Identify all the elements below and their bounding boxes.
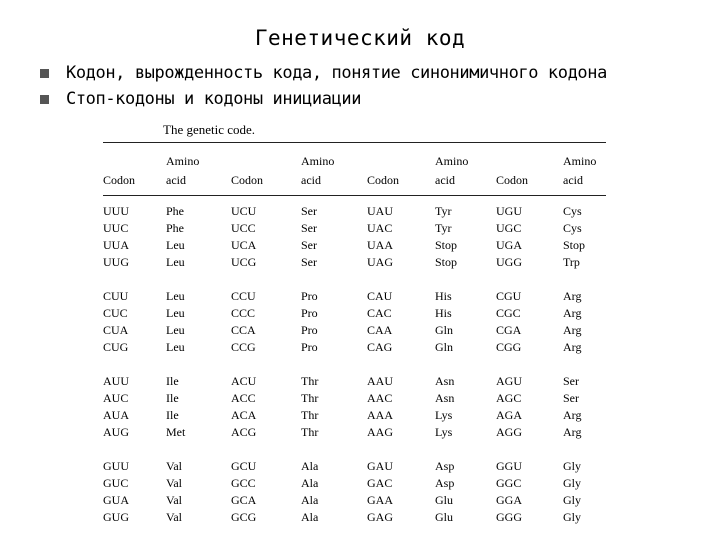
amino-acid-cell: Pro: [301, 340, 318, 354]
table-row: [103, 220, 606, 237]
amino-acid-cell: Ala: [301, 493, 319, 507]
codon-cell: CGC: [496, 306, 521, 320]
amino-acid-cell: Gly: [563, 476, 581, 490]
amino-acid-cell: Gly: [563, 459, 581, 473]
table-row: [103, 390, 606, 407]
amino-acid-cell: Gln: [435, 323, 453, 337]
codon-cell: UAU: [367, 204, 393, 218]
table-row: [103, 288, 606, 305]
table-row: [103, 407, 606, 424]
amino-acid-cell: Thr: [301, 425, 319, 439]
header-codon: Codon: [367, 173, 400, 187]
table-row: [103, 492, 606, 509]
codon-cell: GAG: [367, 510, 393, 524]
codon-cell: AUU: [103, 374, 129, 388]
amino-acid-cell: Ser: [301, 221, 317, 235]
amino-acid-cell: Ile: [166, 391, 179, 405]
codon-cell: UUG: [103, 255, 129, 269]
amino-acid-cell: Glu: [435, 493, 453, 507]
amino-acid-cell: Thr: [301, 408, 319, 422]
bullet-list: [40, 60, 607, 112]
amino-acid-cell: Leu: [166, 255, 185, 269]
header-codon: Codon: [231, 173, 264, 187]
codon-cell: GAC: [367, 476, 393, 490]
codon-cell: ACC: [231, 391, 256, 405]
codon-cell: UGC: [496, 221, 522, 235]
genetic-code-table: [103, 142, 606, 537]
codon-cell: GCG: [231, 510, 257, 524]
amino-acid-cell: Leu: [166, 323, 185, 337]
codon-cell: CGG: [496, 340, 522, 354]
codon-cell: CCC: [231, 306, 256, 320]
codon-cell: CCG: [231, 340, 256, 354]
codon-cell: GGA: [496, 493, 522, 507]
amino-acid-cell: Leu: [166, 238, 185, 252]
amino-acid-cell: Asp: [435, 476, 455, 490]
amino-acid-cell: Arg: [563, 408, 582, 422]
table-row: [103, 424, 606, 441]
bullet-item: [40, 86, 607, 112]
codon-cell: AAC: [367, 391, 393, 405]
codon-cell: UCA: [231, 238, 257, 252]
table-row: [103, 254, 606, 271]
codon-cell: AAU: [367, 374, 393, 388]
codon-cell: CAG: [367, 340, 393, 354]
header-amino-acid-top: Amino: [166, 154, 200, 168]
amino-acid-cell: Lys: [435, 425, 453, 439]
codon-cell: GCA: [231, 493, 257, 507]
codon-cell: GUC: [103, 476, 129, 490]
codon-cell: UCC: [231, 221, 256, 235]
codon-cell: GUG: [103, 510, 129, 524]
amino-acid-cell: Arg: [563, 425, 582, 439]
amino-acid-cell: Ser: [301, 255, 317, 269]
codon-cell: GUU: [103, 459, 129, 473]
amino-acid-cell: Gly: [563, 510, 581, 524]
amino-acid-cell: Pro: [301, 289, 318, 303]
amino-acid-cell: Stop: [563, 238, 586, 252]
codon-cell: CAC: [367, 306, 392, 320]
amino-acid-cell: Asn: [435, 374, 455, 388]
codon-cell: CGA: [496, 323, 522, 337]
amino-acid-cell: Ala: [301, 476, 319, 490]
amino-acid-cell: Phe: [166, 204, 184, 218]
codon-cell: AUG: [103, 425, 129, 439]
table-row: [103, 339, 606, 356]
bullet-text: Кодон, вырожденность кода, понятие синонимичного кодона: [66, 63, 607, 83]
amino-acid-cell: Stop: [435, 238, 458, 252]
amino-acid-cell: Arg: [563, 306, 582, 320]
header-amino-acid: acid: [435, 173, 455, 187]
square-bullet-icon: [40, 69, 49, 78]
table-caption: The genetic code.: [163, 122, 256, 137]
table-header: [103, 143, 606, 196]
amino-acid-cell: Met: [166, 425, 186, 439]
amino-acid-cell: Ile: [166, 374, 179, 388]
amino-acid-cell: Leu: [166, 289, 185, 303]
amino-acid-cell: His: [435, 306, 452, 320]
square-bullet-icon: [40, 95, 49, 104]
header-amino-acid-top: Amino: [301, 154, 335, 168]
codon-cell: AUC: [103, 391, 129, 405]
amino-acid-cell: Val: [166, 476, 182, 490]
table-row: [103, 509, 606, 526]
codon-cell: ACA: [231, 408, 257, 422]
header-codon: Codon: [496, 173, 529, 187]
amino-acid-cell: Ser: [301, 204, 317, 218]
amino-acid-cell: Ser: [563, 374, 579, 388]
codon-cell: GCC: [231, 476, 256, 490]
codon-cell: GAA: [367, 493, 393, 507]
codon-cell: GGU: [496, 459, 522, 473]
header-amino-acid-top: Amino: [435, 154, 469, 168]
slide-title: Генетический код: [254, 26, 466, 50]
amino-acid-cell: Val: [166, 510, 182, 524]
amino-acid-cell: Ser: [563, 391, 579, 405]
codon-cell: AAG: [367, 425, 393, 439]
codon-cell: CAA: [367, 323, 393, 337]
amino-acid-cell: Val: [166, 493, 182, 507]
codon-cell: GAU: [367, 459, 393, 473]
table-row: [103, 203, 606, 220]
table-row: [103, 305, 606, 322]
amino-acid-cell: Arg: [563, 289, 582, 303]
amino-acid-cell: Glu: [435, 510, 453, 524]
codon-cell: GGC: [496, 476, 522, 490]
amino-acid-cell: Trp: [563, 255, 580, 269]
amino-acid-cell: Ala: [301, 459, 319, 473]
amino-acid-cell: Tyr: [435, 221, 452, 235]
amino-acid-cell: Leu: [166, 340, 185, 354]
amino-acid-cell: Lys: [435, 408, 453, 422]
codon-cell: UAC: [367, 221, 393, 235]
codon-cell: CCU: [231, 289, 256, 303]
codon-cell: GCU: [231, 459, 257, 473]
codon-cell: CCA: [231, 323, 256, 337]
codon-cell: CUC: [103, 306, 128, 320]
header-amino-acid: acid: [563, 173, 583, 187]
amino-acid-cell: Asp: [435, 459, 455, 473]
codon-cell: UGG: [496, 255, 522, 269]
codon-cell: ACU: [231, 374, 257, 388]
codon-cell: UGA: [496, 238, 522, 252]
codon-cell: AUA: [103, 408, 129, 422]
amino-acid-cell: Ala: [301, 510, 319, 524]
amino-acid-cell: Arg: [563, 323, 582, 337]
codon-cell: AGG: [496, 425, 522, 439]
codon-cell: UUU: [103, 204, 129, 218]
amino-acid-cell: Cys: [563, 204, 582, 218]
codon-cell: UGU: [496, 204, 522, 218]
codon-cell: CAU: [367, 289, 393, 303]
amino-acid-cell: Leu: [166, 306, 185, 320]
bullet-text: Стоп-кодоны и кодоны инициации: [66, 89, 362, 109]
amino-acid-cell: Gln: [435, 340, 453, 354]
amino-acid-cell: Pro: [301, 323, 318, 337]
amino-acid-cell: Stop: [435, 255, 458, 269]
codon-cell: CUG: [103, 340, 129, 354]
codon-cell: AGC: [496, 391, 522, 405]
bullet-item: [40, 60, 607, 86]
codon-cell: CGU: [496, 289, 522, 303]
table-row: [103, 322, 606, 339]
codon-cell: AGU: [496, 374, 522, 388]
codon-cell: UUC: [103, 221, 129, 235]
codon-cell: GGG: [496, 510, 522, 524]
header-amino-acid: acid: [166, 173, 186, 187]
amino-acid-cell: Ile: [166, 408, 179, 422]
codon-cell: UCU: [231, 204, 257, 218]
table-row: [103, 475, 606, 492]
amino-acid-cell: Gly: [563, 493, 581, 507]
amino-acid-cell: His: [435, 289, 452, 303]
codon-cell: UUA: [103, 238, 129, 252]
codon-cell: CUU: [103, 289, 129, 303]
codon-cell: UAA: [367, 238, 393, 252]
amino-acid-cell: Asn: [435, 391, 455, 405]
codon-cell: UAG: [367, 255, 393, 269]
table-row: [103, 458, 606, 475]
table-row: [103, 373, 606, 390]
codon-cell: GUA: [103, 493, 129, 507]
amino-acid-cell: Arg: [563, 340, 582, 354]
header-amino-acid-top: Amino: [563, 154, 597, 168]
amino-acid-cell: Val: [166, 459, 182, 473]
codon-cell: AAA: [367, 408, 393, 422]
header-amino-acid: acid: [301, 173, 321, 187]
amino-acid-cell: Thr: [301, 391, 319, 405]
codon-cell: CUA: [103, 323, 129, 337]
amino-acid-cell: Thr: [301, 374, 319, 388]
codon-cell: ACG: [231, 425, 257, 439]
amino-acid-cell: Phe: [166, 221, 184, 235]
amino-acid-cell: Tyr: [435, 204, 452, 218]
amino-acid-cell: Pro: [301, 306, 318, 320]
amino-acid-cell: Ser: [301, 238, 317, 252]
codon-cell: UCG: [231, 255, 257, 269]
codon-cell: AGA: [496, 408, 522, 422]
amino-acid-cell: Cys: [563, 221, 582, 235]
header-codon: Codon: [103, 173, 136, 187]
table-row: [103, 237, 606, 254]
